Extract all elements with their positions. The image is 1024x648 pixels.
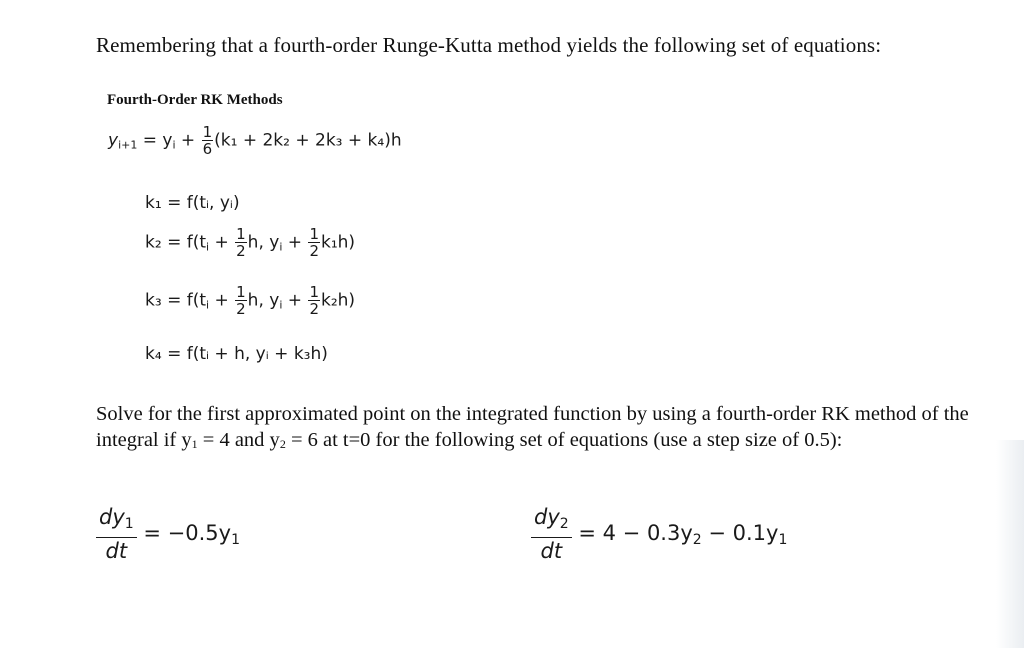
- rk-methods-heading: Fourth-Order RK Methods: [107, 92, 283, 108]
- dt-denominator: dt: [96, 537, 137, 564]
- intro-text: Remembering that a fourth-order Runge-Kutta method yields the following set of equations:: [96, 33, 882, 57]
- k3-plus1: +: [209, 290, 235, 311]
- ode-dy1-dt: [96, 504, 240, 564]
- y-next-rest: (k₁ + 2k₂ + 2k₃ + k₄)h: [214, 130, 402, 151]
- half-fraction: [235, 226, 247, 259]
- problem-part1: Solve for the first approximated point on the integrated function by using a fourth-order RK method of the integral if y: [96, 403, 969, 451]
- dy1-dt-fraction: [96, 504, 137, 564]
- y-next-lhs-sub: i+1: [118, 138, 138, 152]
- k2-plus2: +: [282, 232, 308, 253]
- half-fraction: [235, 284, 247, 317]
- dy1-numerator: $dy_1$: [99, 505, 134, 532]
- problem-part2: = 4 and y: [197, 429, 280, 451]
- fraction-numerator: 1: [202, 123, 213, 141]
- k2-end: k₁h): [321, 232, 356, 253]
- k3-end: k₂h): [321, 290, 356, 311]
- rk-equation-k1: [145, 193, 240, 213]
- k3-sub1: i: [206, 298, 210, 312]
- dy2-numerator: $dy_2$: [534, 505, 569, 532]
- one-sixth-fraction: [202, 124, 214, 157]
- ode1-rhs: = −0.5y: [136, 521, 232, 545]
- k2-lhs: k₂ = f(t: [145, 232, 206, 253]
- fraction-denominator: 6: [202, 140, 213, 158]
- ode2-rhs: = 4 − 0.3y: [571, 521, 693, 545]
- ode2-rhs-sub: 2: [692, 532, 702, 548]
- y-next-mid-sub: i: [172, 138, 176, 152]
- y-next-mid: = y: [137, 130, 173, 151]
- ode2-rhs2: − 0.1y: [701, 521, 779, 545]
- k2-sub1: i: [206, 240, 210, 254]
- k2-plus1: +: [209, 232, 235, 253]
- y-next-lhs: y: [108, 130, 119, 151]
- problem-sub1: 1: [191, 437, 198, 451]
- fraction-numerator: 1: [309, 225, 319, 243]
- fraction-numerator: 1: [236, 225, 246, 243]
- k3-plus2: +: [282, 290, 308, 311]
- half-fraction: [308, 284, 320, 317]
- problem-statement: [96, 401, 976, 457]
- fraction-numerator: 1: [236, 283, 246, 301]
- k1-text: k₁ = f(tᵢ, yᵢ): [145, 193, 240, 213]
- ode1-rhs-sub: 1: [231, 532, 240, 548]
- rk-equation-k3: [145, 284, 355, 317]
- fraction-denominator: 2: [309, 300, 319, 318]
- problem-sub2: 2: [279, 437, 286, 451]
- fraction-numerator: 1: [309, 283, 319, 301]
- k3-mid: h, y: [247, 290, 280, 311]
- k3-sub2: i: [279, 298, 283, 312]
- ode2-rhs2-sub: 1: [778, 532, 788, 548]
- page-edge-shadow: [996, 440, 1024, 648]
- rk-equation-k4: [145, 344, 328, 364]
- ode-dy2-dt: [531, 504, 787, 564]
- problem-part3: = 6 at t=0 for the following set of equations (use a step size of 0.5):: [285, 429, 843, 451]
- k3-lhs: k₃ = f(t: [145, 290, 206, 311]
- half-fraction: [308, 226, 320, 259]
- fraction-denominator: 2: [236, 300, 246, 318]
- k2-mid: h, y: [247, 232, 280, 253]
- fraction-denominator: 2: [236, 242, 246, 260]
- k2-sub2: i: [279, 240, 283, 254]
- rk-equation-y-next: [108, 124, 402, 157]
- dy2-dt-fraction: [531, 504, 572, 564]
- k4-text: k₄ = f(tᵢ + h, yᵢ + k₃h): [145, 344, 328, 364]
- fraction-denominator: 2: [309, 242, 319, 260]
- rk-equation-k2: [145, 226, 355, 259]
- dt-denominator: dt: [531, 537, 572, 564]
- y-next-plus: +: [175, 130, 201, 151]
